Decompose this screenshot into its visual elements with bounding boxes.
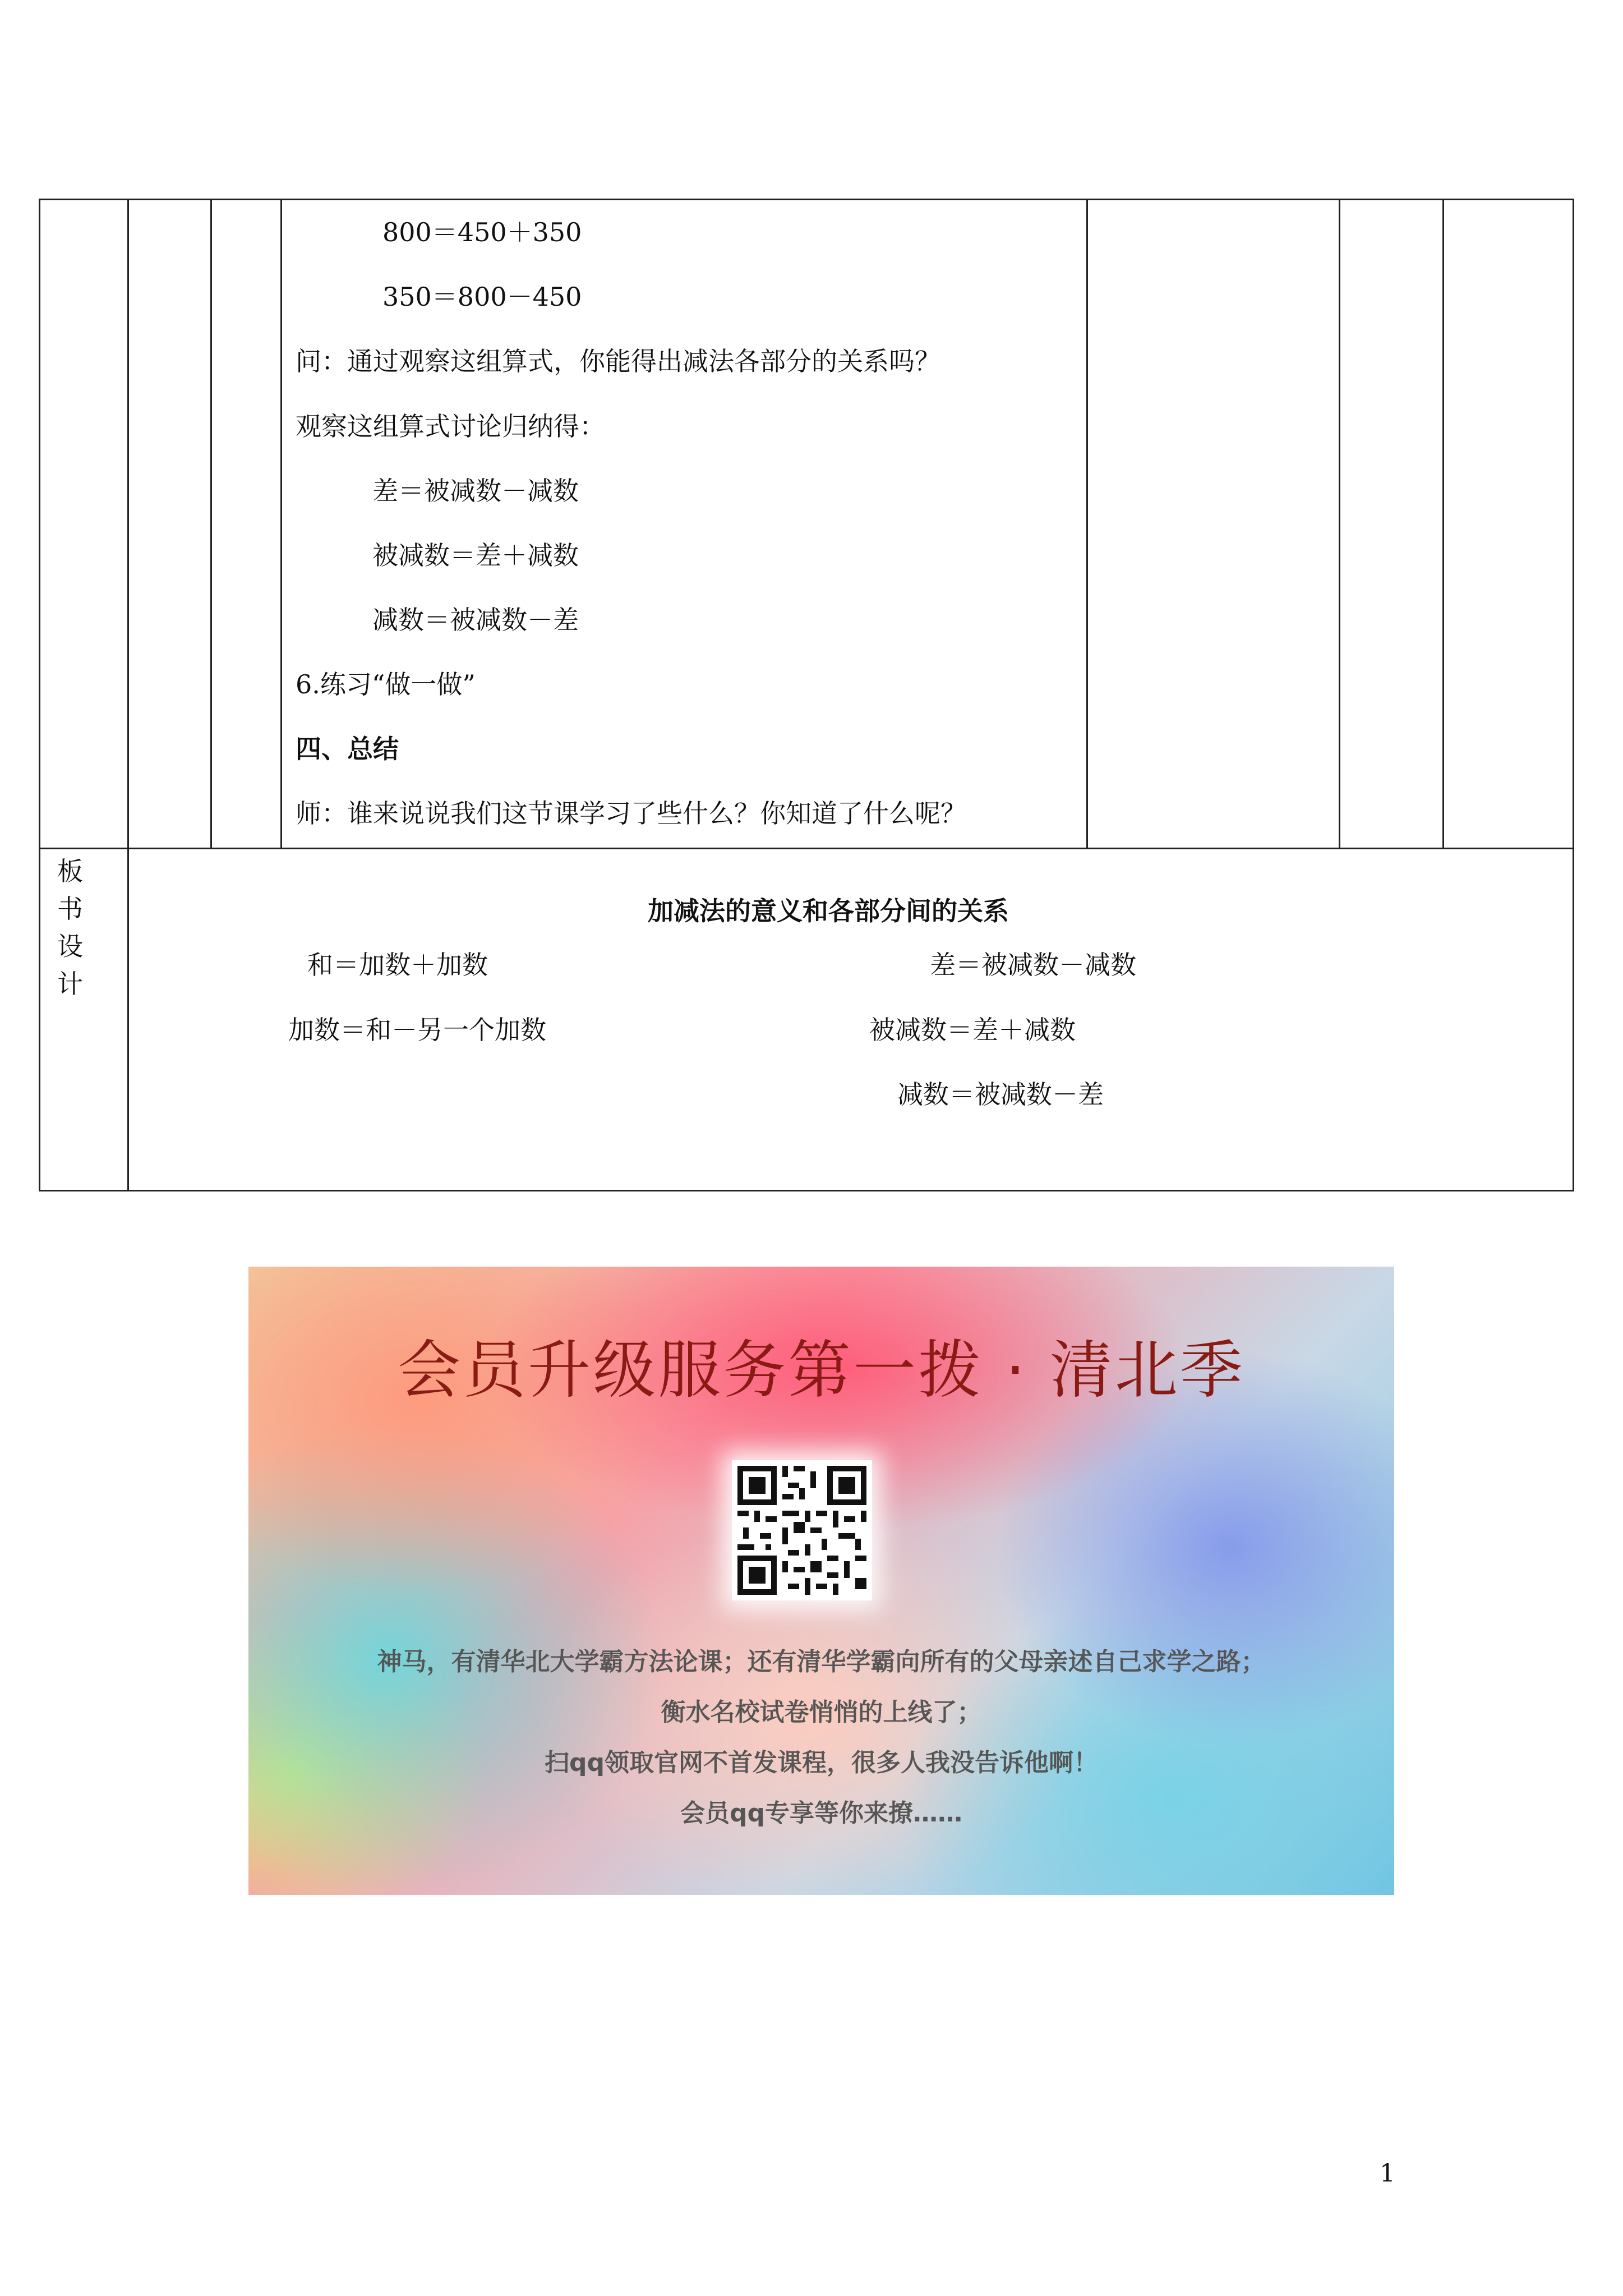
- label-char: 设: [57, 931, 83, 961]
- banner-line: 衡水名校试卷悄悄的上线了；: [661, 1698, 982, 1727]
- table-column-divider: [1339, 199, 1340, 848]
- banner-line: 神马，有清华北大学霸方法论课；还有清华学霸向所有的父母亲述自己求学之路；: [377, 1648, 1266, 1676]
- table-column-divider: [210, 199, 212, 848]
- relation-line: 减数＝被减数－差: [372, 605, 579, 635]
- subtraction-relation: 减数＝被减数－差: [897, 1079, 1104, 1110]
- equation-line: 800＝450＋350: [382, 217, 582, 247]
- table-border-right: [1573, 199, 1574, 1191]
- label-char: 板: [57, 856, 83, 886]
- table-border-bottom: [39, 1190, 1574, 1191]
- table-column-divider: [1442, 199, 1444, 848]
- practice-text: 6.练习“做一做”: [296, 669, 476, 700]
- observation-text: 观察这组算式讨论归纳得：: [296, 411, 605, 441]
- relation-line: 被减数＝差＋减数: [372, 540, 579, 570]
- blackboard-design-label: [56, 853, 84, 1003]
- qr-code-icon[interactable]: [732, 1460, 872, 1600]
- label-char: 计: [57, 969, 83, 999]
- teacher-prompt: 师：谁来说说我们这节课学习了些什么？你知道了什么呢？: [296, 798, 966, 829]
- section-heading: 四、总结: [296, 734, 399, 764]
- equation-line: 350＝800－450: [382, 282, 582, 312]
- blackboard-title: 加减法的意义和各部分间的关系: [648, 896, 1009, 926]
- banner-line: 扫qq领取官网不首发课程，很多人我没告诉他啊！: [545, 1749, 1098, 1777]
- question-text: 问：通过观察这组算式，你能得出减法各部分的关系吗？: [296, 346, 940, 376]
- addition-relation: 加数＝和－另一个加数: [288, 1015, 546, 1045]
- table-row-divider: [39, 848, 1574, 849]
- banner-line: 会员qq专享等你来撩……: [680, 1799, 962, 1828]
- page-number: 1: [1380, 2159, 1395, 2188]
- table-column-divider: [1086, 199, 1088, 848]
- relation-line: 差＝被减数－减数: [372, 476, 579, 506]
- addition-relation: 和＝加数＋加数: [307, 950, 488, 980]
- label-char: 书: [57, 894, 83, 924]
- subtraction-relation: 被减数＝差＋减数: [869, 1015, 1076, 1045]
- table-column-divider: [280, 199, 282, 848]
- banner-title: 会员升级服务第一拨 · 清北季: [398, 1334, 1245, 1407]
- banner-text-lines: [248, 1637, 1394, 1839]
- table-column-divider: [127, 199, 129, 1191]
- table-border-left: [39, 199, 40, 1191]
- subtraction-relation: 差＝被减数－减数: [930, 950, 1136, 980]
- promo-banner: [248, 1267, 1394, 1895]
- table-border-top: [39, 199, 1574, 200]
